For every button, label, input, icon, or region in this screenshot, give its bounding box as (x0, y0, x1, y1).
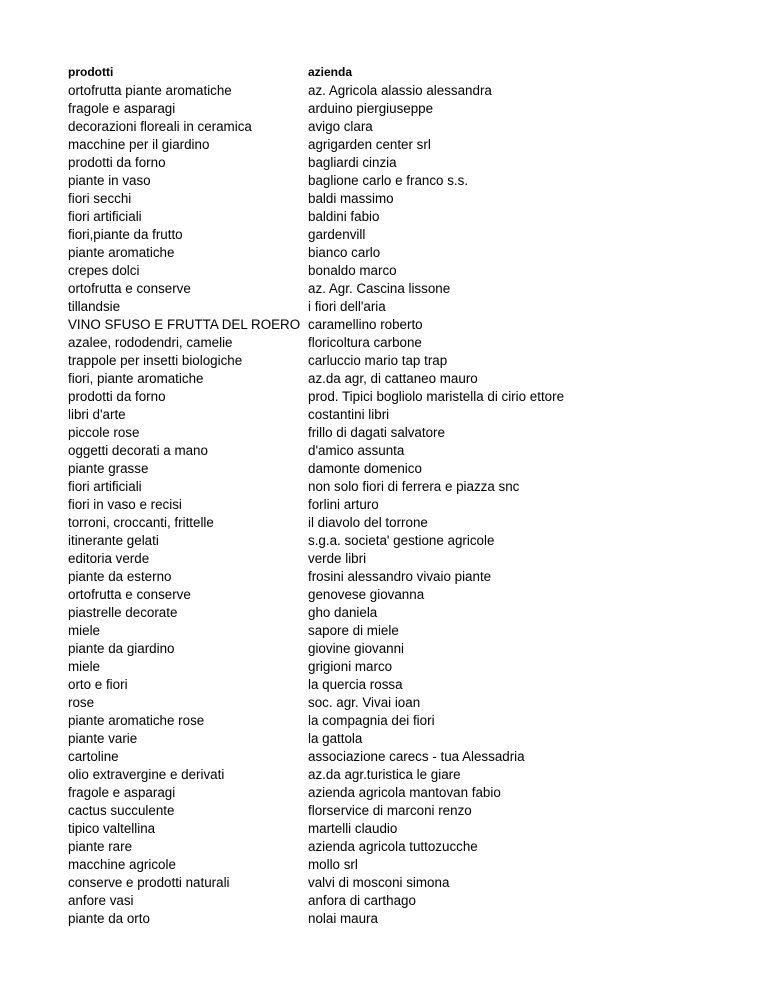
table-row (68, 892, 708, 910)
table-row (68, 856, 708, 874)
header-prodotti: prodotti (68, 65, 114, 79)
azienda-cell: az. Agr. Cascina lissone (308, 281, 451, 296)
products-table (68, 63, 708, 928)
table-row (68, 622, 708, 640)
table-row (68, 640, 708, 658)
prodotti-cell: libri d'arte (68, 407, 126, 422)
prodotti-cell: torroni, croccanti, frittelle (68, 515, 214, 530)
prodotti-cell: anfore vasi (68, 893, 134, 908)
azienda-cell: soc. agr. Vivai ioan (308, 695, 421, 710)
azienda-cell: verde libri (308, 551, 367, 566)
azienda-cell: la compagnia dei fiori (308, 713, 435, 728)
azienda-cell: baldi massimo (308, 191, 394, 206)
azienda-cell: gardenvill (308, 227, 366, 242)
table-row (68, 802, 708, 820)
azienda-cell: genovese giovanna (308, 587, 425, 602)
table-row (68, 100, 708, 118)
prodotti-cell: itinerante gelati (68, 533, 159, 548)
prodotti-cell: piante aromatiche (68, 245, 175, 260)
azienda-cell: anfora di carthago (308, 893, 416, 908)
azienda-cell: baldini fabio (308, 209, 380, 224)
prodotti-cell: macchine per il giardino (68, 137, 210, 152)
prodotti-cell: fiori artificiali (68, 479, 142, 494)
azienda-cell: grigioni marco (308, 659, 393, 674)
azienda-cell: az.da agr.turistica le giare (308, 767, 461, 782)
prodotti-cell: rose (68, 695, 95, 710)
table-row (68, 244, 708, 262)
prodotti-cell: piastrelle decorate (68, 605, 178, 620)
azienda-cell: bagliardi cinzia (308, 155, 397, 170)
azienda-cell: valvi di mosconi simona (308, 875, 450, 890)
prodotti-cell: orto e fiori (68, 677, 128, 692)
azienda-cell: giovine giovanni (308, 641, 405, 656)
table-row (68, 172, 708, 190)
azienda-cell: baglione carlo e franco s.s. (308, 173, 469, 188)
prodotti-cell: fiori, piante aromatiche (68, 371, 204, 386)
table-row (68, 874, 708, 892)
azienda-cell: az.da agr, di cattaneo mauro (308, 371, 478, 386)
prodotti-cell: ortofrutta piante aromatiche (68, 83, 232, 98)
table-row (68, 316, 708, 334)
prodotti-cell: piante varie (68, 731, 138, 746)
azienda-cell: gho daniela (308, 605, 378, 620)
table-row (68, 136, 708, 154)
prodotti-cell: olio extravergine e derivati (68, 767, 225, 782)
table-row (68, 676, 708, 694)
prodotti-cell: cartoline (68, 749, 119, 764)
table-row (68, 388, 708, 406)
prodotti-cell: decorazioni floreali in ceramica (68, 119, 252, 134)
prodotti-cell: piante da esterno (68, 569, 172, 584)
azienda-cell: martelli claudio (308, 821, 398, 836)
azienda-cell: azienda agricola mantovan fabio (308, 785, 501, 800)
prodotti-cell: macchine agricole (68, 857, 176, 872)
table-row (68, 658, 708, 676)
prodotti-cell: miele (68, 623, 100, 638)
prodotti-cell: piante da orto (68, 911, 150, 926)
table-row (68, 496, 708, 514)
azienda-cell: caramellino roberto (308, 317, 423, 332)
table-row (68, 208, 708, 226)
azienda-cell: s.g.a. societa' gestione agricole (308, 533, 495, 548)
azienda-cell: la quercia rossa (308, 677, 403, 692)
prodotti-cell: piante grasse (68, 461, 149, 476)
header-azienda: azienda (308, 65, 353, 79)
table-row (68, 262, 708, 280)
table-row (68, 604, 708, 622)
prodotti-cell: piante aromatiche rose (68, 713, 205, 728)
azienda-cell: d'amico assunta (308, 443, 405, 458)
table-row (68, 550, 708, 568)
prodotti-cell: conserve e prodotti naturali (68, 875, 230, 890)
table-row (68, 694, 708, 712)
table-row (68, 352, 708, 370)
azienda-cell: il diavolo del torrone (308, 515, 428, 530)
table-row (68, 712, 708, 730)
azienda-cell: sapore di miele (308, 623, 399, 638)
azienda-cell: i fiori dell'aria (308, 299, 386, 314)
prodotti-cell: piante da giardino (68, 641, 175, 656)
table-row (68, 370, 708, 388)
prodotti-cell: prodotti da forno (68, 155, 166, 170)
prodotti-cell: ortofrutta e conserve (68, 587, 191, 602)
prodotti-cell: cactus succulente (68, 803, 175, 818)
prodotti-cell: trappole per insetti biologiche (68, 353, 243, 368)
azienda-cell: az. Agricola alassio alessandra (308, 83, 492, 98)
table-row (68, 784, 708, 802)
azienda-cell: frillo di dagati salvatore (308, 425, 445, 440)
table-row (68, 838, 708, 856)
table-row (68, 298, 708, 316)
table-row (68, 226, 708, 244)
azienda-cell: mollo srl (308, 857, 358, 872)
prodotti-cell: miele (68, 659, 100, 674)
azienda-cell: non solo fiori di ferrera e piazza snc (308, 479, 520, 494)
prodotti-cell: piante in vaso (68, 173, 151, 188)
prodotti-cell: editoria verde (68, 551, 150, 566)
prodotti-cell: piante rare (68, 839, 133, 854)
table-row (68, 820, 708, 838)
table-header (68, 63, 708, 82)
table-row (68, 478, 708, 496)
azienda-cell: azienda agricola tuttozucche (308, 839, 478, 854)
azienda-cell: forlini arturo (308, 497, 379, 512)
azienda-cell: carluccio mario tap trap (308, 353, 448, 368)
table-row (68, 910, 708, 928)
table-body (68, 82, 708, 928)
prodotti-cell: tipico valtellina (68, 821, 156, 836)
azienda-cell: la gattola (308, 731, 363, 746)
prodotti-cell: fiori,piante da frutto (68, 227, 183, 242)
table-row (68, 406, 708, 424)
azienda-cell: costantini libri (308, 407, 390, 422)
azienda-cell: nolai maura (308, 911, 378, 926)
azienda-cell: floricoltura carbone (308, 335, 422, 350)
azienda-cell: associazione carecs - tua Alessadria (308, 749, 525, 764)
prodotti-cell: tillandsie (68, 299, 121, 314)
azienda-cell: frosini alessandro vivaio piante (308, 569, 492, 584)
table-row (68, 118, 708, 136)
azienda-cell: bonaldo marco (308, 263, 397, 278)
table-row (68, 460, 708, 478)
prodotti-cell: azalee, rododendri, camelie (68, 335, 233, 350)
prodotti-cell: prodotti da forno (68, 389, 166, 404)
azienda-cell: bianco carlo (308, 245, 381, 260)
table-row (68, 730, 708, 748)
table-row (68, 190, 708, 208)
prodotti-cell: fragole e asparagi (68, 785, 176, 800)
table-row (68, 532, 708, 550)
prodotti-cell: oggetti decorati a mano (68, 443, 208, 458)
prodotti-cell: fragole e asparagi (68, 101, 176, 116)
azienda-cell: prod. Tipici bogliolo maristella di cirio ettore (308, 389, 565, 404)
table-row (68, 424, 708, 442)
azienda-cell: arduino piergiuseppe (308, 101, 434, 116)
table-row (68, 154, 708, 172)
prodotti-cell: VINO SFUSO E FRUTTA DEL ROERO (68, 317, 301, 332)
table-row (68, 748, 708, 766)
prodotti-cell: fiori secchi (68, 191, 132, 206)
table-row (68, 334, 708, 352)
azienda-cell: damonte domenico (308, 461, 422, 476)
prodotti-cell: piccole rose (68, 425, 140, 440)
prodotti-cell: ortofrutta e conserve (68, 281, 191, 296)
prodotti-cell: fiori in vaso e recisi (68, 497, 182, 512)
prodotti-cell: fiori artificiali (68, 209, 142, 224)
azienda-cell: florservice di marconi renzo (308, 803, 472, 818)
table-row (68, 82, 708, 100)
azienda-cell: avigo clara (308, 119, 373, 134)
prodotti-cell: crepes dolci (68, 263, 140, 278)
table-row (68, 568, 708, 586)
table-row (68, 514, 708, 532)
table-row (68, 442, 708, 460)
table-row (68, 280, 708, 298)
table-row (68, 766, 708, 784)
table-row (68, 586, 708, 604)
azienda-cell: agrigarden center srl (308, 137, 431, 152)
